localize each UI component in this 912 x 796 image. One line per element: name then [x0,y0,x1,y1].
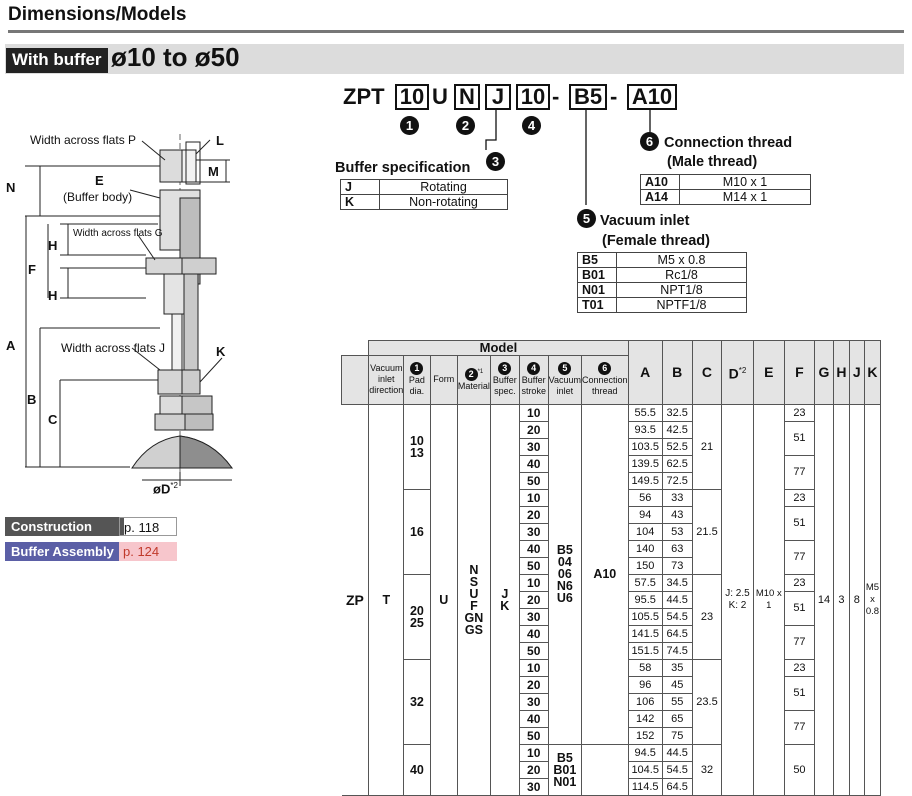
dim-header-j [849,341,864,405]
dim-a-cell: 141.5 [628,625,662,642]
dim-b-cell: 55 [662,693,692,710]
d-note: *2 [738,365,747,375]
model-code-prefix: ZPT [343,84,385,109]
buffer-spec-desc: Non-rotating [380,195,508,210]
dim-f-cell: 77 [784,710,814,744]
connection-thread-subtitle: (Male thread) [667,154,758,170]
model-code-stroke: 10 [516,84,550,110]
subheader-cell [582,355,629,404]
dim-a-cell: 103.5 [628,438,662,455]
vacuum-code: T01 [578,298,617,313]
model-code-connection: A10 [627,84,677,110]
label-k: K [216,344,226,359]
stroke-cell: 30 [519,438,548,455]
stroke-cell: 20 [519,591,548,608]
subheader-label: Buffer stroke [521,375,546,396]
dim-b-cell: 44.5 [662,744,692,761]
connection-desc: M10 x 1 [680,175,811,190]
inlet-direction-cell: T [369,404,404,795]
dim-header-d [722,341,753,405]
vacuum-desc: NPTF1/8 [617,298,747,313]
dim-b-cell: 73 [662,557,692,574]
dim-j-cell: 8 [849,404,864,795]
label-d-note: *2 [170,481,178,490]
construction-ref-button[interactable] [5,517,124,536]
connection-code: A10 [641,175,680,190]
circle-6-icon: 6 [640,132,659,151]
label-d-text: øD [153,481,171,497]
model-code-vacuum-inlet: B5 [569,84,607,110]
dim-b-cell: 65 [662,710,692,727]
table-row [342,404,912,421]
subheader-label: Vacuum inlet [548,375,582,396]
dim-a-cell: 105.5 [628,608,662,625]
label-m: M [208,164,219,179]
dim-a-cell: 55.5 [628,404,662,421]
stroke-cell: 40 [519,625,548,642]
connection-thread-title: Connection thread [664,135,793,151]
subheader-circle-icon: 2 [465,368,478,381]
label-h-lower: H [48,288,58,303]
dim-b-cell: 54.5 [662,608,692,625]
buffer-assembly-ref-page[interactable]: p. 124 [119,542,177,561]
dim-header-k [864,341,880,405]
model-code-pad-dia: 10 [395,84,429,110]
series-cell: ZP [342,404,369,795]
subheader-label: Form [433,374,455,384]
dim-f-cell: 51 [784,421,814,455]
dim-header-label: H [836,364,847,381]
blank-header-cell [342,355,369,404]
dim-a-cell: 58 [628,659,662,676]
form-cell: U [430,404,457,795]
dim-a-cell: 152 [628,727,662,744]
stroke-cell: 30 [519,778,548,795]
connection-code: A14 [641,190,680,205]
vacuum-inlet-cell: B5 B01 N01 [548,744,581,795]
vacuum-desc: M5 x 0.8 [617,253,747,268]
subheader-label: Pad dia. [408,375,425,396]
model-code-dash-1: - [552,84,560,109]
dim-header-label: B [672,364,683,381]
dim-f-cell: 23 [784,404,814,421]
pad-drawing [0,120,240,500]
dim-a-cell: 93.5 [628,421,662,438]
buffer-assembly-ref-label: Buffer Assembly [11,544,114,559]
model-code-form: U [432,84,448,109]
label-width-flats-j: Width across flats J [61,341,166,355]
vacuum-inlet-title: Vacuum inlet [600,213,690,229]
stroke-cell: 20 [519,761,548,778]
construction-ref-label: Construction [11,519,92,534]
label-e: E [95,173,104,188]
dim-b-cell: 45 [662,676,692,693]
stroke-cell: 50 [519,472,548,489]
label-c: C [48,412,58,427]
vacuum-code: B01 [578,268,617,283]
dim-f-cell: 23 [784,489,814,506]
buffer-spec-desc: Rotating [380,180,508,195]
buffer-spec-title: Buffer specification [335,160,471,176]
model-code-buffer-spec: J [485,84,511,110]
vacuum-code: N01 [578,283,617,298]
stroke-cell: 50 [519,642,548,659]
dim-header-e [753,341,784,405]
dim-header-a [628,341,662,405]
label-d [153,481,178,496]
label-b: B [27,392,37,407]
circle-5-icon: 5 [577,209,596,228]
vacuum-inlet-cell: B5 04 06 N6 U6 [548,404,581,744]
dim-f-cell: 23 [784,659,814,676]
material-note: *1 [477,369,484,375]
subheader-circle-icon: 6 [598,362,611,375]
dim-f-cell: 51 [784,591,814,625]
table-header-row [342,341,912,356]
circle-1-icon: 1 [400,116,419,135]
dim-e-cell: M10 x 1 [753,404,784,795]
dim-a-cell: 57.5 [628,574,662,591]
dim-header-g [814,341,833,405]
pad-dia-cell: 40 [404,744,430,795]
dim-c-cell: 21 [692,404,722,489]
label-width-flats-p: Width across flats P [30,133,137,147]
dim-b-cell: 53 [662,523,692,540]
dim-f-cell: 50 [784,744,814,795]
label-n: N [6,180,16,195]
stroke-cell: 10 [519,404,548,421]
dim-header-label: G [818,364,830,381]
banner-tag: With buffer [6,48,108,73]
vacuum-inlet-subtitle: (Female thread) [602,233,710,249]
dim-b-cell: 74.5 [662,642,692,659]
dim-c-cell: 23.5 [692,659,722,744]
dim-b-cell: 34.5 [662,574,692,591]
stroke-cell: 20 [519,506,548,523]
circle-4-icon: 4 [522,116,541,135]
pad-dia-cell: 20 25 [404,574,430,659]
dim-header-label: D [728,365,739,382]
dim-a-cell: 94 [628,506,662,523]
dim-a-cell: 104.5 [628,761,662,778]
buffer-spec-code: J [341,180,380,195]
buffer-spec-code: K [341,195,380,210]
dim-header-b [662,341,692,405]
dim-b-cell: 52.5 [662,438,692,455]
subheader-circle-icon: 4 [527,362,540,375]
dim-header-f [784,341,814,405]
dim-a-cell: 151.5 [628,642,662,659]
dim-a-cell: 139.5 [628,455,662,472]
blank-header-cell [342,341,369,356]
stroke-cell: 50 [519,727,548,744]
subheader-cell [548,355,581,404]
dim-a-cell: 114.5 [628,778,662,795]
dim-header-label: E [764,364,774,381]
dim-g-cell: 14 [814,404,833,795]
dim-c-cell: 21.5 [692,489,722,574]
dim-a-cell: 96 [628,676,662,693]
construction-ref-page[interactable]: p. 118 [119,517,177,536]
dim-f-cell: 77 [784,625,814,659]
stroke-cell: 10 [519,574,548,591]
model-code-dash-2: - [610,84,618,109]
dim-b-cell: 72.5 [662,472,692,489]
pad-dia-cell: 16 [404,489,430,574]
buffer-spec-table [340,179,508,210]
stroke-cell: 30 [519,523,548,540]
subheader-cell [430,355,457,404]
label-h-upper: H [48,238,58,253]
vacuum-code: B5 [578,253,617,268]
dim-a-cell: 94.5 [628,744,662,761]
dim-header-label: C [701,364,713,381]
dim-c-cell: 23 [692,574,722,659]
stroke-cell: 40 [519,540,548,557]
model-header: Model [369,341,628,356]
dim-b-cell: 62.5 [662,455,692,472]
dim-header-h [834,341,850,405]
subheader-cell [404,355,430,404]
stroke-cell: 10 [519,744,548,761]
dim-b-cell: 42.5 [662,421,692,438]
vacuum-inlet-table [577,252,747,313]
circle-3-icon: 3 [486,152,505,171]
vacuum-desc: NPT1/8 [617,283,747,298]
stroke-cell: 40 [519,710,548,727]
stroke-cell: 10 [519,659,548,676]
pad-dia-cell: 10 13 [404,404,430,489]
subheader-label: Connection thread [582,375,628,396]
subheader-circle-icon: 1 [410,362,423,375]
connection-thread-table [640,174,811,205]
vacuum-desc: Rc1/8 [617,268,747,283]
label-a: A [6,338,16,353]
subheader-label: Vacuum inlet direction [369,363,404,395]
dim-header-label: J [852,364,861,381]
model-code-material: N [454,84,480,110]
subheader-cell [457,355,490,404]
buffer-assembly-ref-button[interactable] [5,542,124,561]
subheader-label: Buffer spec. [492,375,517,396]
stroke-cell: 30 [519,608,548,625]
dim-f-cell: 77 [784,540,814,574]
dimensions-table [341,340,912,796]
dim-header-label: F [795,364,804,381]
subheader-cell [519,355,548,404]
buffer-spec-cell: J K [490,404,519,795]
connection-thread-cell [582,744,629,795]
dim-a-cell: 106 [628,693,662,710]
banner-range: ø10 to ø50 [111,42,240,72]
stroke-cell: 30 [519,693,548,710]
subheader-circle-icon: 3 [498,362,511,375]
circle-2-icon: 2 [456,116,475,135]
dim-b-cell: 64.5 [662,625,692,642]
dim-header-label: A [640,364,651,381]
connection-thread-cell: A10 [582,404,629,744]
page-title: Dimensions/Models [8,4,187,25]
dim-header-label: K [867,364,878,381]
stroke-cell: 20 [519,676,548,693]
dim-b-cell: 35 [662,659,692,676]
dim-b-cell: 75 [662,727,692,744]
dim-b-cell: 44.5 [662,591,692,608]
dim-b-cell: 54.5 [662,761,692,778]
label-buffer-body: (Buffer body) [63,190,133,204]
dim-a-cell: 149.5 [628,472,662,489]
connection-desc: M14 x 1 [680,190,811,205]
dim-header-c [692,341,722,405]
dim-d-cell: J: 2.5 K: 2 [722,404,753,795]
label-f: F [28,262,36,277]
dim-a-cell: 104 [628,523,662,540]
stroke-cell: 40 [519,455,548,472]
dim-c-cell: 32 [692,744,722,795]
dim-b-cell: 63 [662,540,692,557]
dim-h-cell: 3 [834,404,850,795]
material-cell: N S U F GN GS [457,404,490,795]
dim-k-cell: M5 x 0.8 [864,404,880,795]
dim-f-cell: 77 [784,455,814,489]
stroke-cell: 50 [519,557,548,574]
dim-a-cell: 150 [628,557,662,574]
dim-b-cell: 32.5 [662,404,692,421]
stroke-cell: 20 [519,421,548,438]
dim-b-cell: 33 [662,489,692,506]
dim-f-cell: 51 [784,506,814,540]
dim-f-cell: 51 [784,676,814,710]
dim-a-cell: 95.5 [628,591,662,608]
stroke-cell: 10 [519,489,548,506]
dim-f-cell: 23 [784,574,814,591]
dim-b-cell: 43 [662,506,692,523]
label-width-flats-g: Width across flats G [73,228,163,239]
dim-a-cell: 142 [628,710,662,727]
subheader-label: Material [457,381,490,391]
dim-a-cell: 56 [628,489,662,506]
subheader-circle-icon: 5 [558,362,571,375]
dim-b-cell: 64.5 [662,778,692,795]
subheader-cell [369,355,404,404]
pad-dia-cell: 32 [404,659,430,744]
dim-a-cell: 140 [628,540,662,557]
label-l: L [216,133,224,148]
subheader-cell [490,355,519,404]
